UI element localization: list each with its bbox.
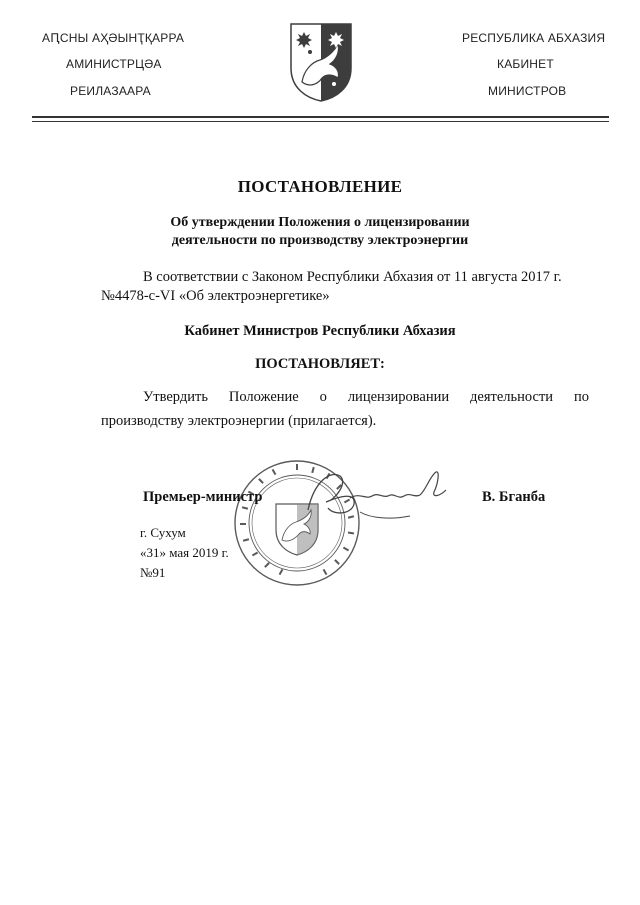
- coat-of-arms-emblem: [290, 22, 352, 102]
- signatory-position: Премьер-министр: [143, 489, 263, 505]
- header-rule-thin: [32, 121, 609, 122]
- header-right-line-2: КАБИНЕТ: [497, 57, 554, 71]
- resolves-line: ПОСТАНОВЛЯЕТ:: [255, 356, 385, 372]
- issuer-line: Кабинет Министров Республики Абхазия: [184, 323, 456, 339]
- subtitle-line-2: деятельности по производству электроэнергии: [171, 233, 469, 248]
- document-title: ПОСТАНОВЛЕНИЕ: [237, 177, 403, 196]
- document-subtitle: [0, 214, 640, 250]
- header-right-line-3: МИНИСТРОВ: [488, 84, 567, 98]
- decree-line-1: Утвердить Положение о лицензировании деятельности по: [143, 389, 589, 405]
- signatory-name: В. Бганба: [482, 489, 546, 505]
- basis-line-2: №4478-с-VI «Об электроэнергетике»: [101, 288, 330, 304]
- decree-line-2: производству электроэнергии (прилагается).: [101, 413, 377, 429]
- header-rule-thick: [32, 116, 609, 118]
- header-left-line-1: АԤСНЫ АҲӘЫНҬҚАРРА: [42, 31, 185, 45]
- place-of-issue: г. Сухум: [140, 525, 186, 540]
- handwritten-signature: [300, 462, 470, 524]
- basis-line-1: В соответствии с Законом Республики Абхазия от 11 августа 2017 г.: [143, 269, 562, 285]
- header-right-line-1: РЕСПУБЛИКА АБХАЗИЯ: [462, 31, 606, 45]
- header-left-line-2: АМИНИСТРЦӘА: [66, 57, 162, 71]
- issue-date: «31» мая 2019 г.: [140, 545, 229, 560]
- header-left-line-3: РЕИЛАЗААРА: [70, 84, 151, 98]
- subtitle-line-1: Об утверждении Положения о лицензировании: [170, 215, 470, 230]
- document-number: №91: [140, 565, 166, 580]
